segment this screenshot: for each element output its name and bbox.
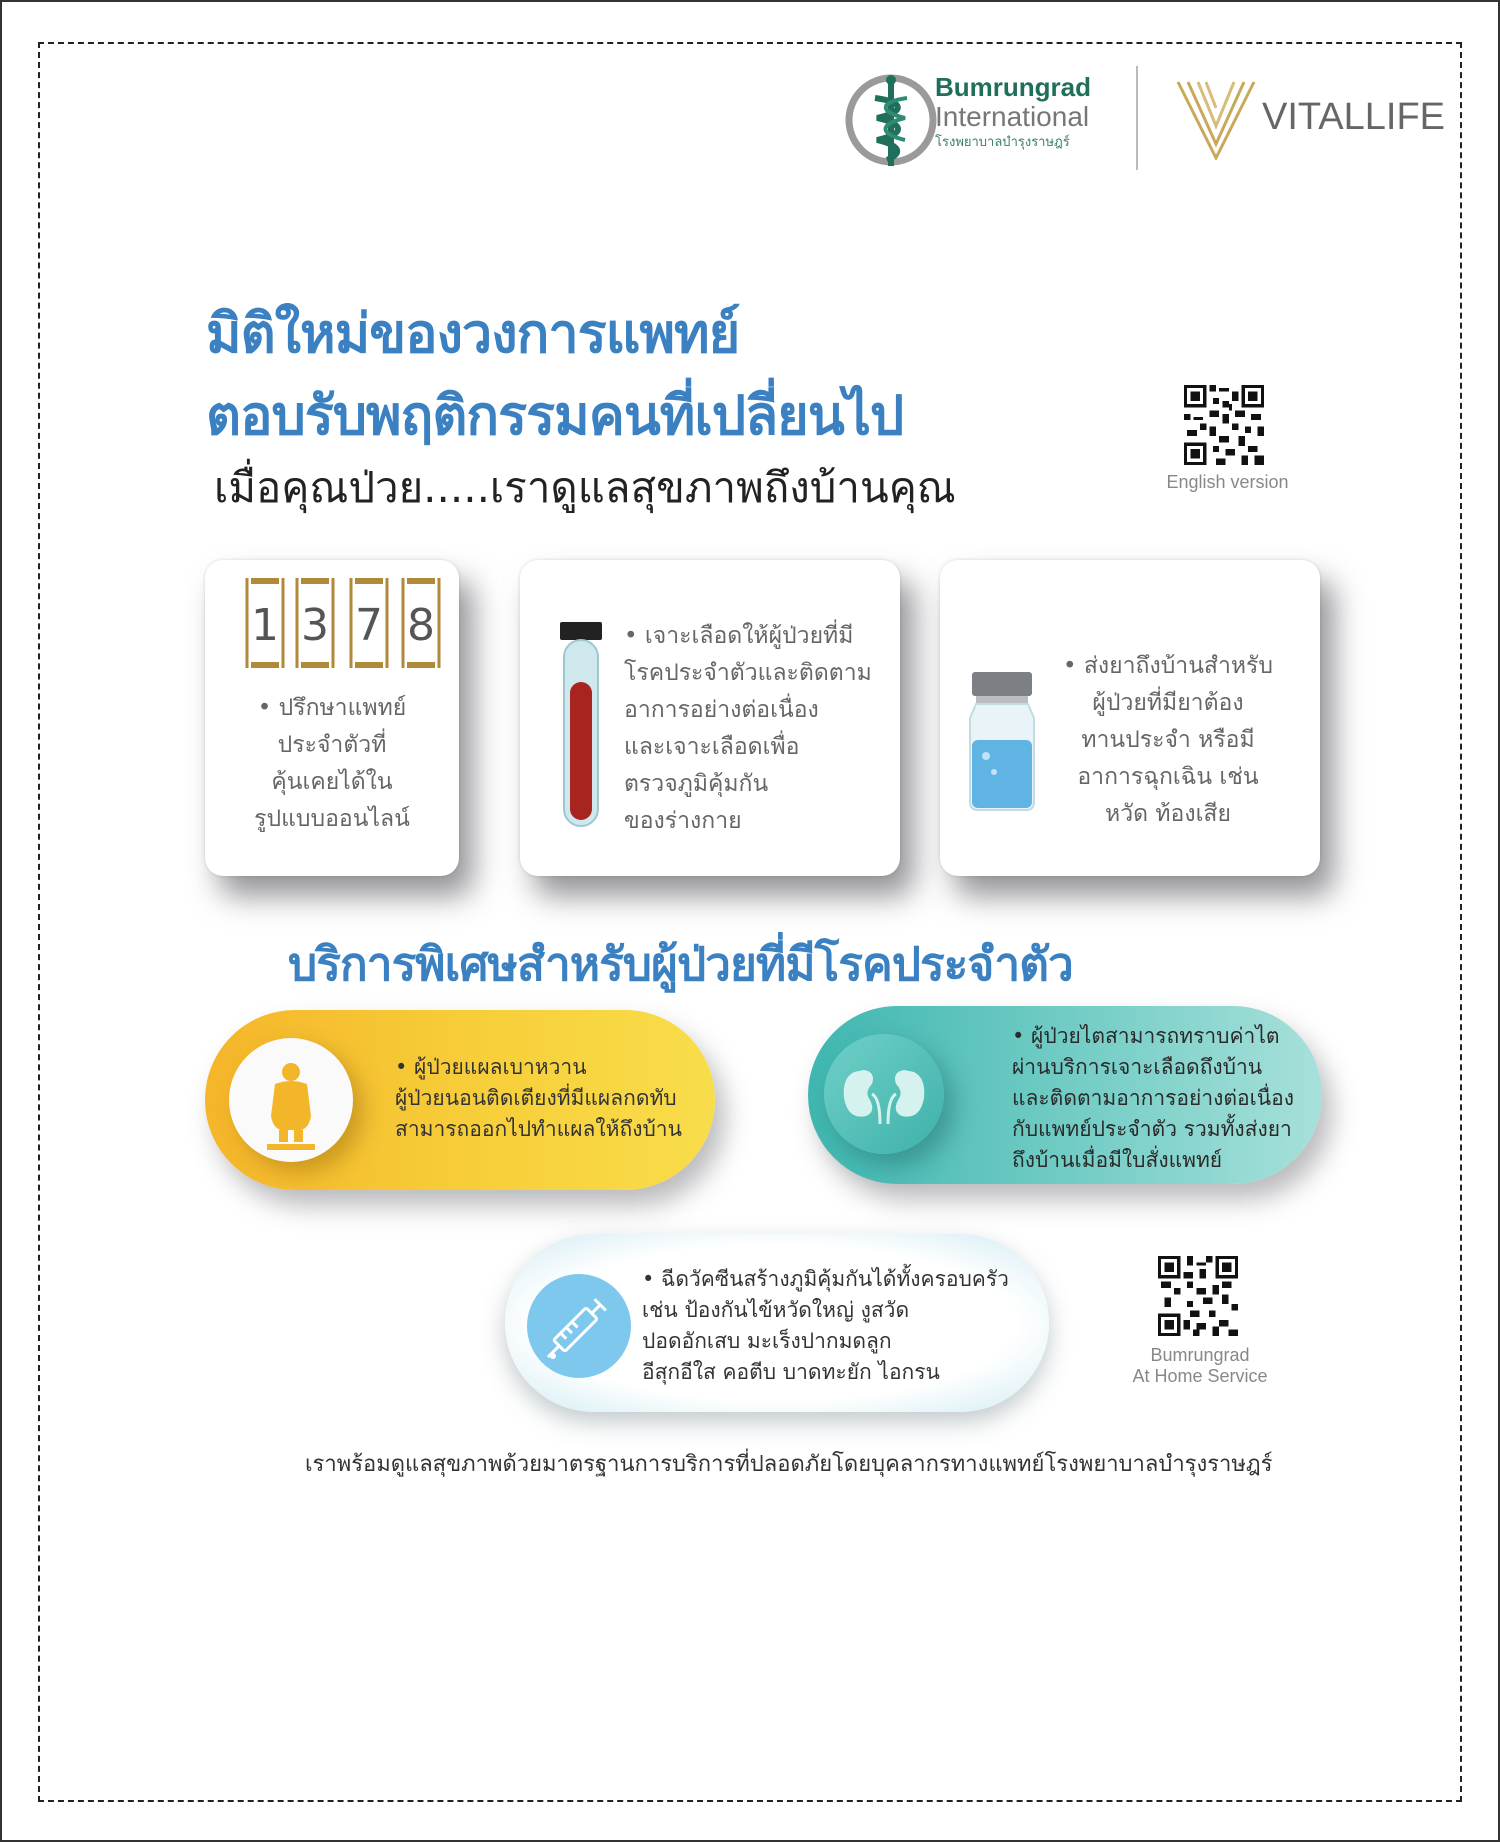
bumrungrad-name: Bumrungrad [935, 72, 1091, 102]
vitallife-logo [1176, 78, 1446, 162]
pill-line: ผ่านบริการเจาะเลือดถึงบ้าน [1012, 1055, 1263, 1079]
counter-icon [243, 578, 443, 668]
pill-line: ผู้ป่วยนอนติดเตียงที่มีแผลกดทับ [395, 1086, 677, 1110]
headline-subtitle: เมื่อคุณป่วย.....เราดูแลสุขภาพถึงบ้านคุณ [214, 463, 956, 512]
icon-circle [229, 1038, 353, 1162]
pill-line: และติดตามอาการอย่างต่อเนื่อง [1012, 1086, 1295, 1110]
service-pill-kidney-care [808, 1006, 1322, 1184]
caduceus-emblem-icon [845, 68, 939, 170]
counter-digit: 3 [301, 600, 329, 651]
card-text: • เจาะเลือดให้ผู้ป่วยที่มี โรคประจำตัวและติดตาม อาการอย่างต่อเนื่อง และเจาะเลือดเพื่อ ตรวจภูมิคุ้มกัน ของร่างกาย [624, 623, 872, 834]
blood-tube-icon [558, 622, 604, 832]
card-text: • ส่งยาถึงบ้านสำหรับ ผู้ป่วยที่มียาต้อง ทานประจำ หรือมี อาการฉุกเฉิน เช่น หวัด ท้องเสีย [1063, 653, 1273, 827]
syringe-icon [527, 1274, 631, 1378]
kidney-icon [824, 1034, 944, 1154]
card-text: • ปรึกษาแพทย์ ประจำตัวที่ คุ้นเคยได้ใน รูปแบบออนไลน์ [254, 695, 410, 832]
headline-line-1: มิติใหม่ของวงการแพทย์ [206, 302, 740, 365]
pill-text [642, 1264, 1009, 1388]
pill-line: ถึงบ้านเมื่อมีใบสั่งแพทย์ [1012, 1148, 1223, 1172]
qr-home-label-line: At Home Service [1132, 1366, 1268, 1386]
pill-line: • ผู้ป่วยไตสามารถทราบค่าไต [1012, 1024, 1280, 1048]
pill-text [395, 1052, 682, 1145]
vitallife-name: VITALLIFE [1262, 96, 1446, 138]
bumrungrad-thai-name: โรงพยาบาลบำรุงราษฎร์ [935, 135, 1070, 150]
section-title: บริการพิเศษสำหรับผู้ป่วยที่มีโรคประจำตัว [288, 937, 1073, 991]
counter-digit: 8 [407, 600, 435, 651]
headline-line-2: ตอบรับพฤติกรรมคนที่เปลี่ยนไป [206, 384, 904, 447]
vitallife-v-icon [1176, 78, 1256, 160]
logo-divider [1136, 66, 1138, 170]
icon-circle [527, 1274, 631, 1378]
icon-circle [824, 1034, 944, 1154]
counter-digit: 1 [251, 600, 279, 651]
service-card-blood-test [520, 560, 900, 876]
pill-line: เช่น ป้องกันไข้หวัดใหญ่ งูสวัด [642, 1298, 910, 1322]
bumrungrad-subtitle: International [935, 101, 1090, 132]
pill-line: • ผู้ป่วยแผลเบาหวาน [395, 1055, 587, 1079]
service-pill-vaccination [505, 1234, 1049, 1412]
qr-code-icon[interactable] [1158, 1256, 1238, 1336]
pill-line: สามารถออกไปทำแผลให้ถึงบ้าน [395, 1117, 682, 1141]
footer-statement: เราพร้อมดูแลสุขภาพด้วยมาตรฐานการบริการที่ปลอดภัยโดยบุคลากรทางแพทย์โรงพยาบาลบำรุงราษฎร์ [305, 1452, 1273, 1477]
pill-line: อีสุกอีใส คอตีบ บาดทะยัก ไอกรน [642, 1360, 940, 1384]
counter-digit: 7 [355, 600, 383, 651]
bumrungrad-logo [845, 66, 1105, 174]
person-scale-icon [229, 1038, 353, 1162]
medicine-vial-icon [964, 672, 1040, 812]
service-card-online-consult [205, 560, 459, 876]
pill-line: กับแพทย์ประจำตัว รวมทั้งส่งยา [1012, 1117, 1292, 1141]
qr-english-label: English version [1166, 472, 1289, 492]
pill-text [1012, 1021, 1294, 1176]
pill-line: • ฉีดวัคซีนสร้างภูมิคุ้มกันได้ทั้งครอบครัว [642, 1267, 1009, 1291]
service-card-medicine-delivery [940, 560, 1320, 876]
service-pill-wound-care [205, 1010, 715, 1190]
pill-line: ปอดอักเสบ มะเร็งปากมดลูก [642, 1329, 892, 1353]
qr-home-label-line: Bumrungrad [1150, 1345, 1250, 1365]
qr-code-icon[interactable] [1184, 385, 1264, 465]
qr-home-label [1110, 1345, 1290, 1387]
